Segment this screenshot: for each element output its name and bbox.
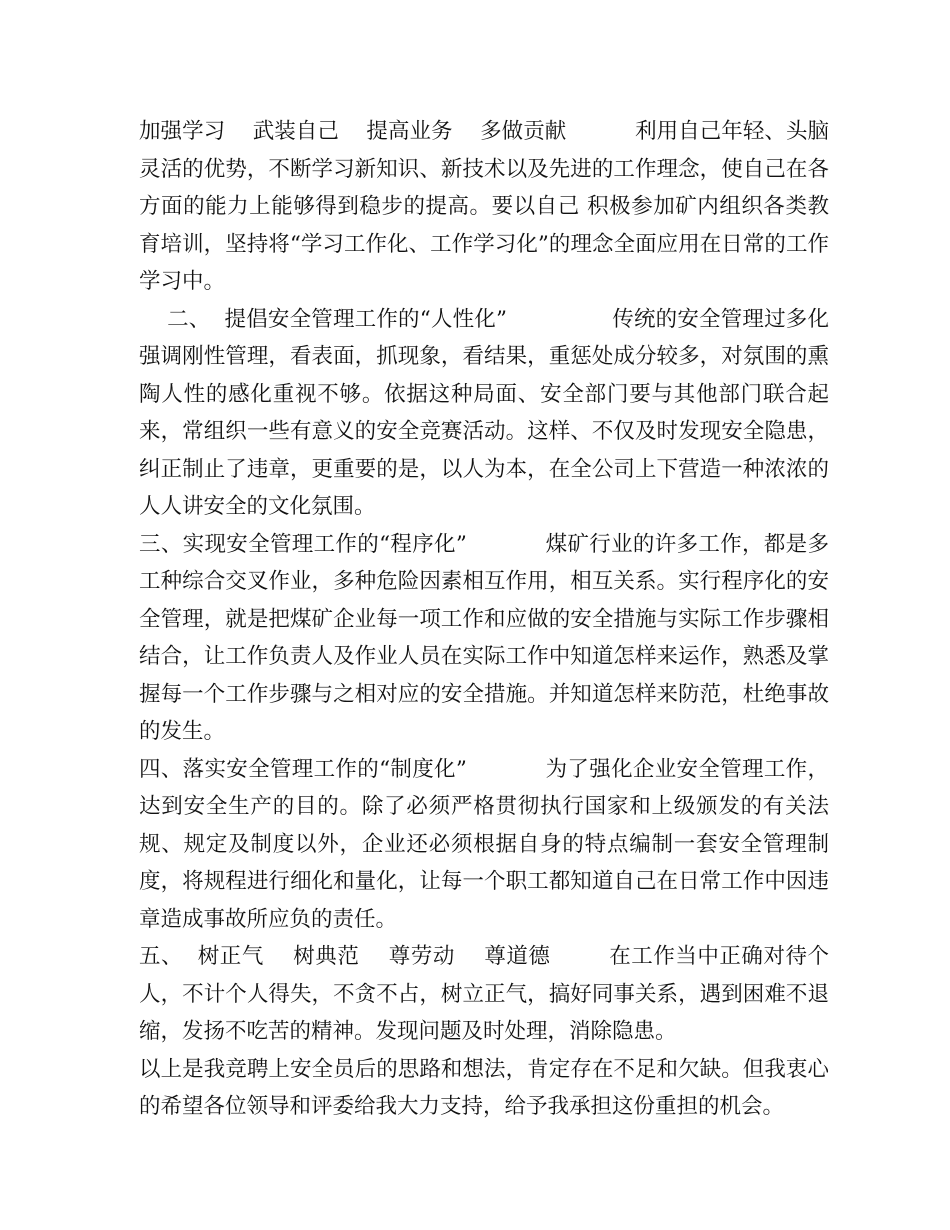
- paragraph-humanization: 二、 提倡安全管理工作的“人性化” 传统的安全管理过多化强调刚性管理，看表面，抓现象，看结果，重惩处成分较多，对氛围的熏陶人性的感化重视不够。依据这种局面、安全部门要与其他部门联合起来，常组织一些有意义的安全竞赛活动。这样、不仅及时发现安全隐患，纠正制止了违章，更重要的是，以人为本，在全公司上下营造一种浓浓的人人讲安全的文化氛围。: [139, 306, 829, 519]
- paragraph-conclusion: 以上是我竞聘上安全员后的思路和想法，肯定存在不足和欠缺。但我衷心的希望各位领导和评委给我大力支持，给予我承担这份重担的机会。: [139, 1056, 829, 1119]
- paragraph-institution: 四、落实安全管理工作的“制度化” 为了强化企业安全管理工作，达到安全生产的目的。除了必须严格贯彻执行国家和上级颁发的有关法规、规定及制度以外，企业还必须根据自身的特点编制一套安全管理制度，将规程进行细化和量化，让每一个职工都知道自己在日常工作中因违章造成事故所应负的责任。: [139, 756, 829, 932]
- paragraph-procedure: 三、实现安全管理工作的“程序化” 煤矿行业的许多工作，都是多工种综合交叉作业，多种危险因素相互作用，相互关系。实行程序化的安全管理，就是把煤矿企业每一项工作和应做的安全措施与实际工作步骤相结合，让工作负责人及作业人员在实际工作中知道怎样来运作，熟悉及掌握每一个工作步骤与之相对应的安全措施。并知道怎样来防范，杜绝事故的发生。: [139, 531, 829, 744]
- paragraph-study: 加强学习 武装自己 提高业务 多做贡献 利用自己年轻、头脑灵活的优势，不断学习新知识、新技术以及先进的工作理念，使自己在各方面的能力上能够得到稳步的提高。要以自己 积极参加矿内组织各类教育培训，坚持将“学习工作化、工作学习化”的理念全面应用在日常的工作学习中。: [139, 119, 829, 294]
- document-body: [139, 113, 829, 1126]
- paragraph-integrity: 五、 树正气 树典范 尊劳动 尊道德 在工作当中正确对待个人，不计个人得失，不贪不占，树立正气，搞好同事关系，遇到困难不退缩，发扬不吃苦的精神。发现问题及时处理，消除隐患。: [139, 944, 829, 1044]
